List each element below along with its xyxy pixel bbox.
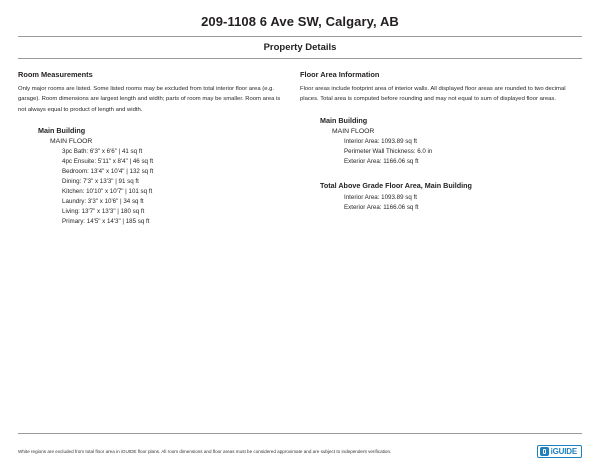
footer-disclaimer: White regions are excluded from total floor area in iGUIDE floor plans. All room dimensions and floor areas must be considered approximate and are subject to independent verification. xyxy=(18,448,392,454)
list-item: 4pc Ensuite: 5'11" x 8'4" | 46 sq ft xyxy=(62,158,154,166)
room-measurements-column xyxy=(18,70,300,227)
list-item: Dining: 7'3" x 13'3" | 91 sq ft xyxy=(62,178,139,186)
list-item: Interior Area: 1093.89 sq ft xyxy=(344,193,417,201)
camera-icon xyxy=(540,447,549,456)
list-item: Bedroom: 13'4" x 10'4" | 132 sq ft xyxy=(62,168,154,176)
logo-label: iGUIDE xyxy=(550,447,577,456)
page-title: 209-1108 6 Ave SW, Calgary, AB xyxy=(201,14,399,29)
list-item: 3pc Bath: 6'3" x 6'6" | 41 sq ft xyxy=(62,147,143,155)
room-measurements-note: Only major rooms are listed. Some listed rooms may be excluded from total interior floor area (e.g. garage). Room dimensions are largest length and width; parts of room may be smaller. Room area is not always equal to product of length and width. xyxy=(18,86,281,113)
list-item: Living: 13'7" x 13'3" | 180 sq ft xyxy=(62,208,145,216)
floor-label: MAIN FLOOR xyxy=(50,137,93,145)
building-label: Main Building xyxy=(38,125,86,135)
total-area-heading: Total Above Grade Floor Area, Main Building xyxy=(320,180,472,190)
floor-area-heading: Floor Area Information xyxy=(300,70,380,79)
floor-area-note: Floor areas include footprint area of interior walls. All displayed floor areas are rounded to two decimal places. Total area is computed before rounding and may not equal to sum of displayed floor areas. xyxy=(300,86,566,103)
header-divider-top xyxy=(18,36,582,37)
list-item: Primary: 14'5" x 14'3" | 185 sq ft xyxy=(62,218,150,226)
list-item: Perimeter Wall Thickness: 6.0 in xyxy=(344,147,433,155)
iguide-logo xyxy=(537,445,582,458)
content-columns xyxy=(0,59,600,227)
list-item: Interior Area: 1093.89 sq ft xyxy=(344,137,417,145)
floor-area-column xyxy=(300,70,582,227)
list-item: Kitchen: 10'10" x 10'7" | 101 sq ft xyxy=(62,188,153,196)
room-measurements-heading: Room Measurements xyxy=(18,70,93,79)
list-item: Exterior Area: 1166.06 sq ft xyxy=(344,157,419,165)
list-item: Laundry: 3'3" x 10'6" | 34 sq ft xyxy=(62,198,144,206)
building-label: Main Building xyxy=(320,115,368,125)
document-header xyxy=(0,0,600,53)
list-item: Exterior Area: 1166.06 sq ft xyxy=(344,203,419,211)
floor-label: MAIN FLOOR xyxy=(332,127,375,135)
page-subtitle: Property Details xyxy=(263,42,337,53)
floor-area-building-block xyxy=(300,116,566,167)
document-footer xyxy=(18,445,582,458)
footer-divider xyxy=(18,433,582,434)
room-measurements-building-block xyxy=(18,126,284,227)
